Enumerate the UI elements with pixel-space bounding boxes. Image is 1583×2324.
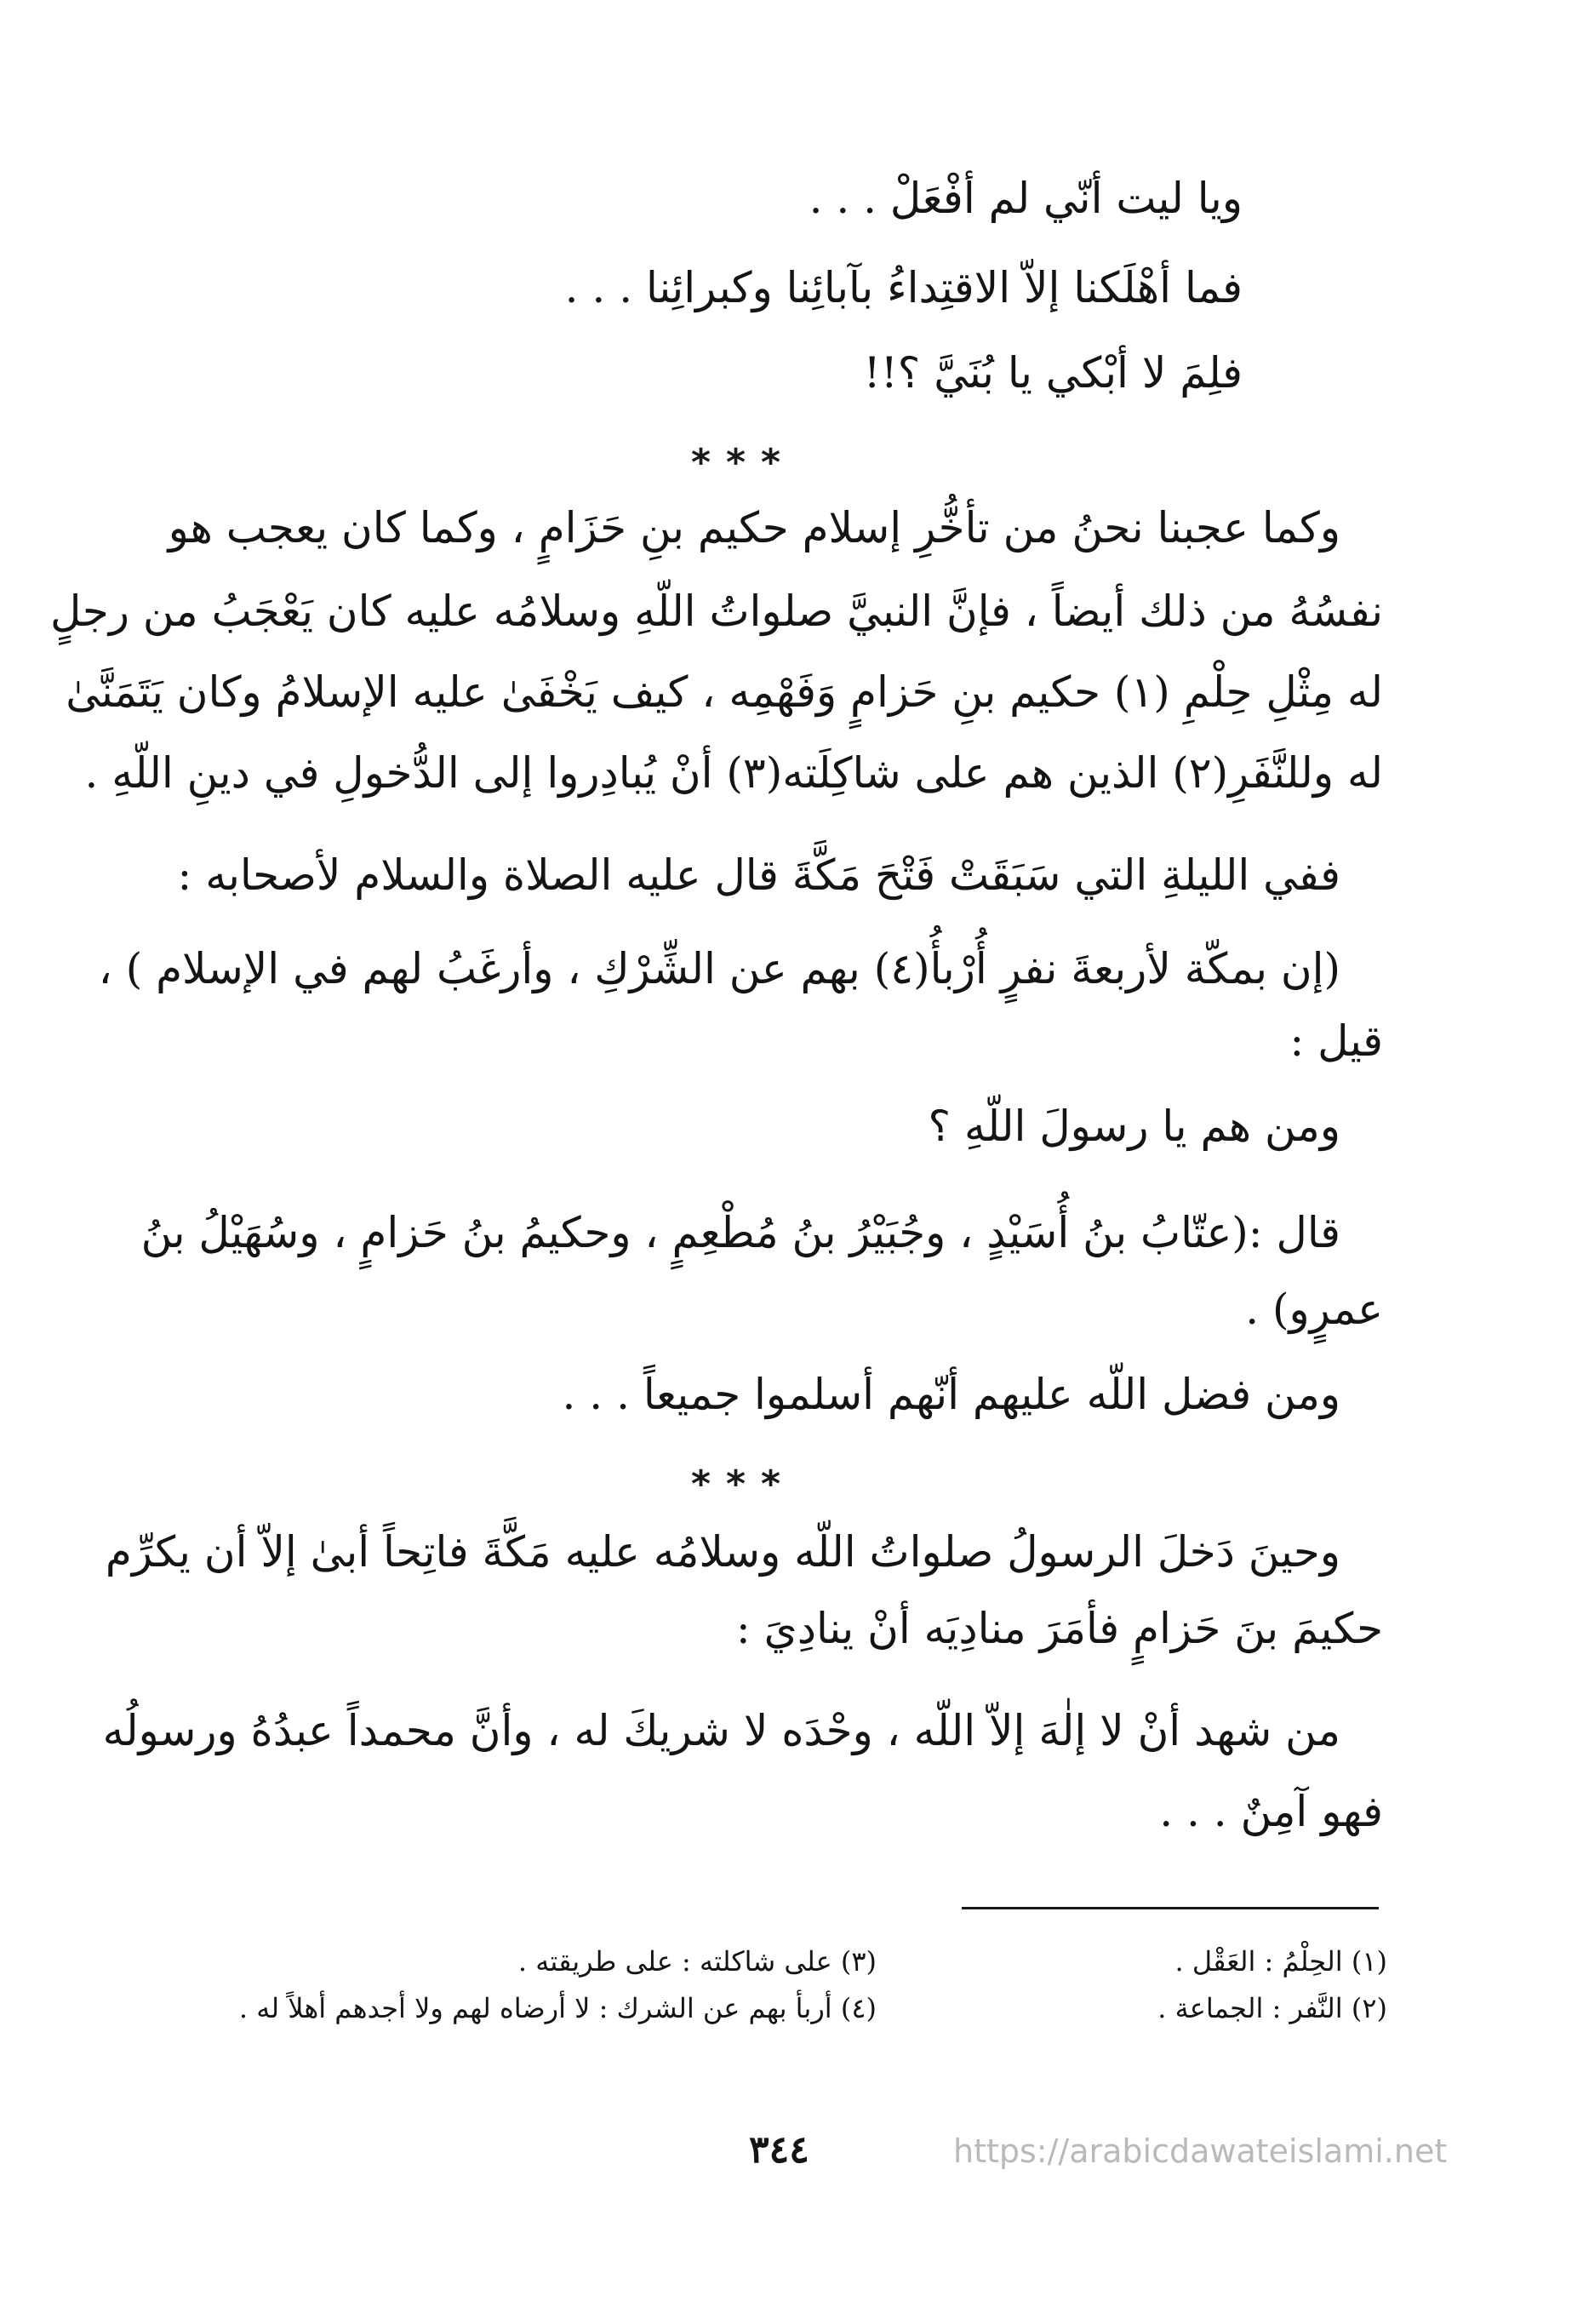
footnote-4: (٤) أربأ بهم عن الشرك : لا أرضاه لهم ولا أجدهم أهلاً له . (238, 1992, 877, 2024)
para5-line-1: من شهد أنْ لا إلٰهَ إلاّ اللّه ، وحْدَه لا شريكَ له ، وأنَّ محمداً عبدُهُ ورسولُه (102, 1706, 1340, 1755)
para1-line-2: نفسُهُ من ذلك أيضاً ، فإنَّ النبيَّ صلواتُ اللّهِ وسلامُه عليه كان يَعْجَبُ من رجلٍ (50, 587, 1383, 636)
intro-line-2: فما أهْلَكنا إلاّ الاقتِداءُ بآبائِنا وكبرائِنا . . . (564, 263, 1243, 312)
para5-line-2: فهو آمِنٌ . . . (1159, 1787, 1383, 1836)
para1-line-1: وكما عجبنا نحنُ من تأخُّرِ إسلام حكيم بنِ حَزَامٍ ، وكما كان يعجب هو (168, 503, 1340, 552)
footnote-2: (٢) النَّفر : الجماعة . (1157, 1992, 1387, 2024)
intro-line-1: ويا ليت أنّي لم أفْعَلْ . . . (809, 174, 1243, 223)
para4-line-1: وحينَ دَخلَ الرسولُ صلواتُ اللّه وسلامُه عليه مَكَّةَ فاتِحاً أبىٰ إلاّ أن يكرِّم (105, 1527, 1340, 1577)
section-separator-1: *** (691, 441, 797, 484)
footnote-3: (٣) على شاكلته : على طريقته . (517, 1945, 877, 1978)
section-separator-2: *** (691, 1463, 797, 1506)
footnote-1: (١) الحِلْمُ : العَقْل . (1174, 1945, 1387, 1978)
source-watermark: https://arabicdawateislami.net (953, 2132, 1448, 2170)
answer-line-1: قال :(عتّابُ بنُ أُسَيْدٍ ، وجُبَيْرُ بنُ مُطْعِمٍ ، وحكيمُ بنُ حَزامٍ ، وسُهَيْلُ بنُ (140, 1208, 1340, 1257)
page-number: ٣٤٤ (749, 2128, 809, 2172)
para4-line-2: حكيمَ بنَ حَزامٍ فأمَرَ منادِيَه أنْ ينادِيَ : (735, 1604, 1383, 1653)
answer-line-2: عمرٍو) . (1245, 1285, 1383, 1334)
question-line: ومن هم يا رسولَ اللّهِ ؟ (928, 1102, 1340, 1151)
para3-line: ومن فضل اللّه عليهم أنّهم أسلموا جميعاً . . . (562, 1370, 1340, 1419)
para2-line: ففي الليلةِ التي سَبَقَتْ فَتْحَ مَكَّةَ قال عليه الصلاة والسلام لأصحابه : (177, 850, 1340, 900)
intro-line-3: فلِمَ لا أبْكي يا بُنَيَّ ؟!! (863, 348, 1243, 398)
para1-line-4: له وللنَّفَرِ(٢) الذين هم على شاكِلَته(٣) أنْ يُبادِروا إلى الدُّخولِ في دينِ اللّهِ . (84, 748, 1383, 798)
para1-line-3: له مِثْلِ حِلْمِ (١) حكيم بنِ حَزامٍ وَفَهْمِه ، كيف يَخْفَىٰ عليه الإسلامُ وكان يَتَمَنَّىٰ (66, 667, 1383, 717)
footnote-divider (962, 1907, 1379, 1909)
quote-line-2: قيل : (1289, 1016, 1383, 1066)
quote-line-1: (إن بمكّة لأربعةَ نفرٍ أُرْبأُ(٤) بهم عن الشِّرْكِ ، وأرغَبُ لهم في الإسلام ) ، (98, 944, 1340, 993)
